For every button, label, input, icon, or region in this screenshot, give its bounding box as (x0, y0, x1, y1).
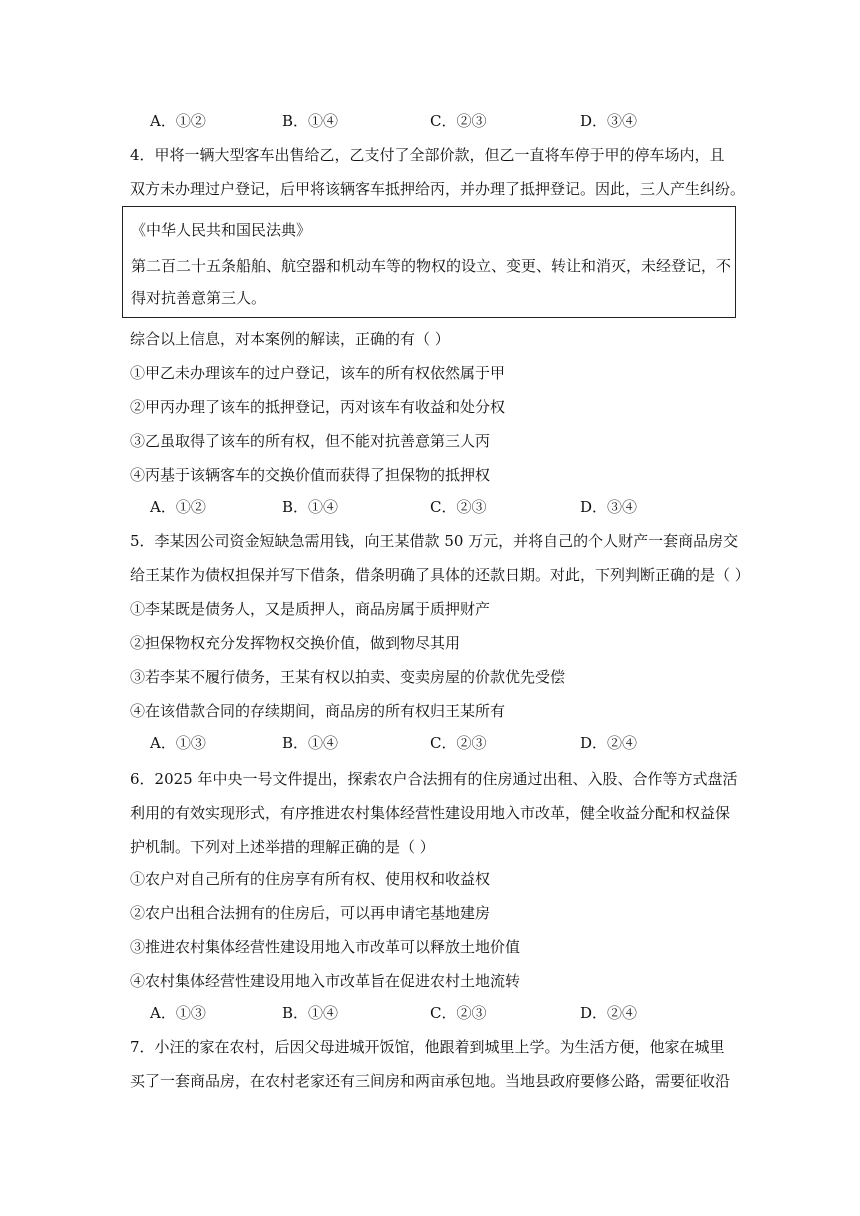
q4-item-2: ②甲丙办理了该车的抵押登记，丙对该车有收益和处分权 (130, 398, 506, 416)
q4-item-4: ④丙基于该辆客车的交换价值而获得了担保物的抵押权 (130, 466, 491, 484)
q7-stem-line-2: 买了一套商品房，在农村老家还有三间房和两亩承包地。当地县政府要修公路，需要征收沿 (130, 1072, 731, 1090)
q4-item-3: ③乙虽取得了该车的所有权，但不能对抗善意第三人丙 (130, 432, 491, 450)
q3-option-b: B．①④ (282, 112, 339, 130)
q5-option-b: B．①④ (282, 734, 339, 752)
q5-item-1: ①李某既是债务人，又是质押人，商品房属于质押财产 (130, 600, 491, 618)
law-article-line-2: 得对抗善意第三人。 (131, 289, 267, 307)
q3-option-d: D．③④ (580, 112, 638, 130)
q6-stem-line-1: 6．2025 年中央一号文件提出，探索农户合法拥有的住房通过出租、入股、合作等方式盘活 (130, 770, 738, 788)
q4-option-b: B．①④ (282, 498, 339, 516)
q6-option-d: D．②④ (580, 1004, 638, 1022)
q6-option-a: A．①③ (150, 1004, 206, 1022)
q3-option-c: C．②③ (430, 112, 487, 130)
q5-item-3: ③若李某不履行债务，王某有权以拍卖、变卖房屋的价款优先受偿 (130, 668, 566, 686)
q6-item-3: ③推进农村集体经营性建设用地入市改革可以释放土地价值 (130, 938, 521, 956)
q4-stem-line-1: 4．甲将一辆大型客车出售给乙，乙支付了全部价款，但乙一直将车停于甲的停车场内，且 (130, 146, 725, 164)
law-title: 《中华人民共和国民法典》 (131, 221, 312, 239)
q4-option-d: D．③④ (580, 498, 638, 516)
q6-option-c: C．②③ (430, 1004, 487, 1022)
q6-item-4: ④农村集体经营性建设用地入市改革旨在促进农村土地流转 (130, 972, 521, 990)
q5-stem-line-1: 5．李某因公司资金短缺急需用钱，向王某借款 50 万元，并将自己的个人财产一套商品房交 (130, 532, 739, 550)
q5-item-4: ④在该借款合同的存续期间，商品房的所有权归王某所有 (130, 702, 506, 720)
q5-stem-line-2: 给王某作为债权担保并写下借条，借条明确了具体的还款日期。对此，下列判断正确的是（ ） (130, 566, 750, 584)
q4-question: 综合以上信息，对本案例的解读，正确的有（ ） (130, 330, 450, 348)
q6-item-1: ①农户对自己所有的住房享有所有权、使用权和收益权 (130, 870, 491, 888)
law-article-line-1: 第二百二十五条船舶、航空器和机动车等的物权的设立、变更、转让和消灭，未经登记，不 (131, 257, 732, 275)
q4-item-1: ①甲乙未办理该车的过户登记，该车的所有权依然属于甲 (130, 364, 506, 382)
q6-stem-line-2: 利用的有效实现形式，有序推进农村集体经营性建设用地入市改革，健全收益分配和权益保 (130, 804, 731, 822)
q4-options (150, 496, 710, 518)
q3-option-a: A．①② (150, 112, 206, 130)
q6-item-2: ②农户出租合法拥有的住房后，可以再申请宅基地建房 (130, 904, 491, 922)
q3-options (150, 110, 710, 132)
q5-item-2: ②担保物权充分发挥物权交换价值，做到物尽其用 (130, 634, 461, 652)
q5-option-c: C．②③ (430, 734, 487, 752)
q4-law-excerpt-box (122, 206, 736, 318)
q5-option-a: A．①③ (150, 734, 206, 752)
q6-stem-line-3: 护机制。下列对上述举措的理解正确的是（ ） (130, 838, 435, 856)
q4-stem-line-2: 双方未办理过户登记，后甲将该辆客车抵押给丙，并办理了抵押登记。因此，三人产生纠纷。 (130, 180, 746, 198)
q5-option-d: D．②④ (580, 734, 638, 752)
q4-option-a: A．①② (150, 498, 206, 516)
q7-stem-line-1: 7．小汪的家在农村，后因父母进城开饭馆，他跟着到城里上学。为生活方便，他家在城里 (130, 1038, 725, 1056)
q6-option-b: B．①④ (282, 1004, 339, 1022)
q5-options (150, 732, 710, 754)
q4-option-c: C．②③ (430, 498, 487, 516)
q6-options (150, 1002, 710, 1024)
